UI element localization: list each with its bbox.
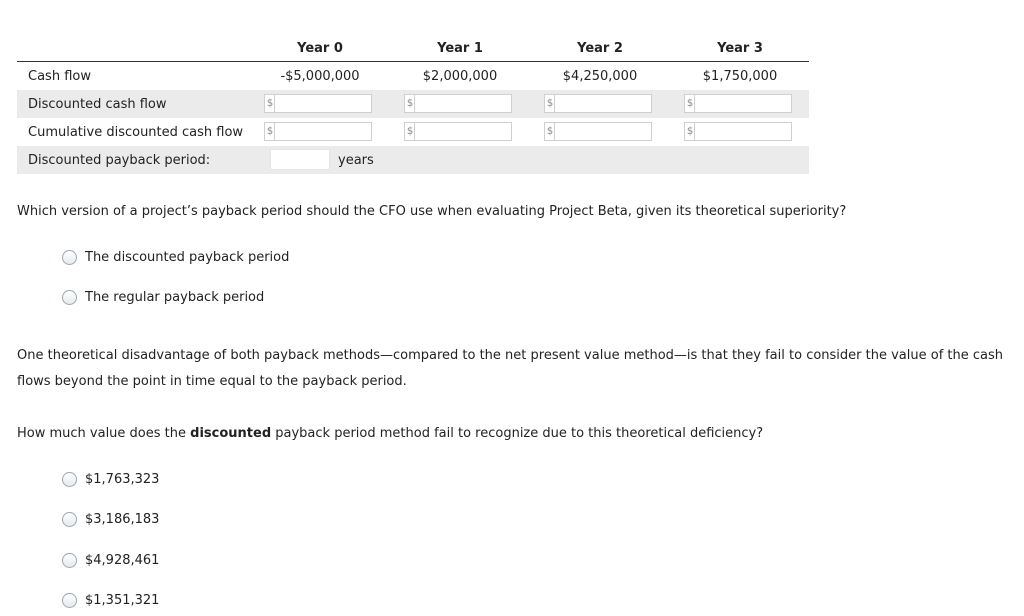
question-2-text (17, 426, 763, 441)
option-label: $3,186,183 (85, 512, 160, 527)
currency-symbol: $ (264, 94, 276, 113)
header-year-0: Year 0 (297, 41, 343, 56)
discounted-year-2-input[interactable] (554, 94, 652, 113)
currency-symbol: $ (264, 122, 276, 141)
cash-flow-year-2: $4,250,000 (562, 69, 638, 84)
radio-button[interactable] (62, 593, 77, 608)
discounted-year-1-input[interactable] (414, 94, 512, 113)
cumulative-year-2-input[interactable] (554, 122, 652, 141)
radio-button[interactable] (62, 290, 77, 305)
option-label: $1,351,321 (85, 593, 160, 608)
cash-flow-year-1: $2,000,000 (422, 69, 498, 84)
cash-flow-label: Cash flow (28, 69, 91, 84)
question-2-suffix: payback period method fail to recognize due to this theoretical deficiency? (275, 426, 764, 441)
discounted-cash-flow-row (17, 90, 809, 118)
table-header-row (17, 36, 809, 62)
cumulative-cash-flow-label: Cumulative discounted cash flow (28, 125, 244, 140)
currency-symbol: $ (684, 122, 696, 141)
currency-symbol: $ (404, 94, 416, 113)
option-label: The discounted payback period (85, 250, 290, 265)
radio-button[interactable] (62, 250, 77, 265)
question-1-text: Which version of a project’s payback period should the CFO use when evaluating Project Beta, given its theoretical superiority? (17, 204, 847, 219)
radio-button[interactable] (62, 512, 77, 527)
currency-symbol: $ (684, 94, 696, 113)
cash-flow-table (17, 36, 809, 174)
header-year-3: Year 3 (717, 41, 763, 56)
cumulative-year-3-input[interactable] (694, 122, 792, 141)
discounted-year-0-input[interactable] (274, 94, 372, 113)
currency-symbol: $ (544, 94, 556, 113)
payback-period-unit: years (338, 153, 374, 168)
payback-period-input[interactable] (270, 149, 330, 170)
cash-flow-year-0: -$5,000,000 (280, 69, 360, 84)
discounted-cash-flow-label: Discounted cash flow (28, 97, 167, 112)
question-2-bold: discounted (190, 426, 272, 441)
option-label: $1,763,323 (85, 472, 160, 487)
cash-flow-year-3: $1,750,000 (702, 69, 778, 84)
question-2-prefix: How much value does the (17, 426, 186, 441)
option-label: $4,928,461 (85, 553, 160, 568)
currency-symbol: $ (544, 122, 556, 141)
explanation-paragraph: One theoretical disadvantage of both payback methods—compared to the net present value method—is that they fail to consider the value of the cash flows beyond the point in time equal to the payback period. (17, 348, 1004, 389)
header-year-2: Year 2 (577, 41, 623, 56)
header-year-1: Year 1 (437, 41, 483, 56)
currency-symbol: $ (404, 122, 416, 141)
cumulative-year-1-input[interactable] (414, 122, 512, 141)
discounted-year-3-input[interactable] (694, 94, 792, 113)
payback-period-row (17, 146, 809, 174)
cash-flow-row (17, 62, 809, 90)
option-label: The regular payback period (85, 290, 265, 305)
radio-button[interactable] (62, 472, 77, 487)
radio-button[interactable] (62, 553, 77, 568)
payback-period-label: Discounted payback period: (28, 153, 211, 168)
cumulative-year-0-input[interactable] (274, 122, 372, 141)
cumulative-cash-flow-row (17, 118, 809, 146)
